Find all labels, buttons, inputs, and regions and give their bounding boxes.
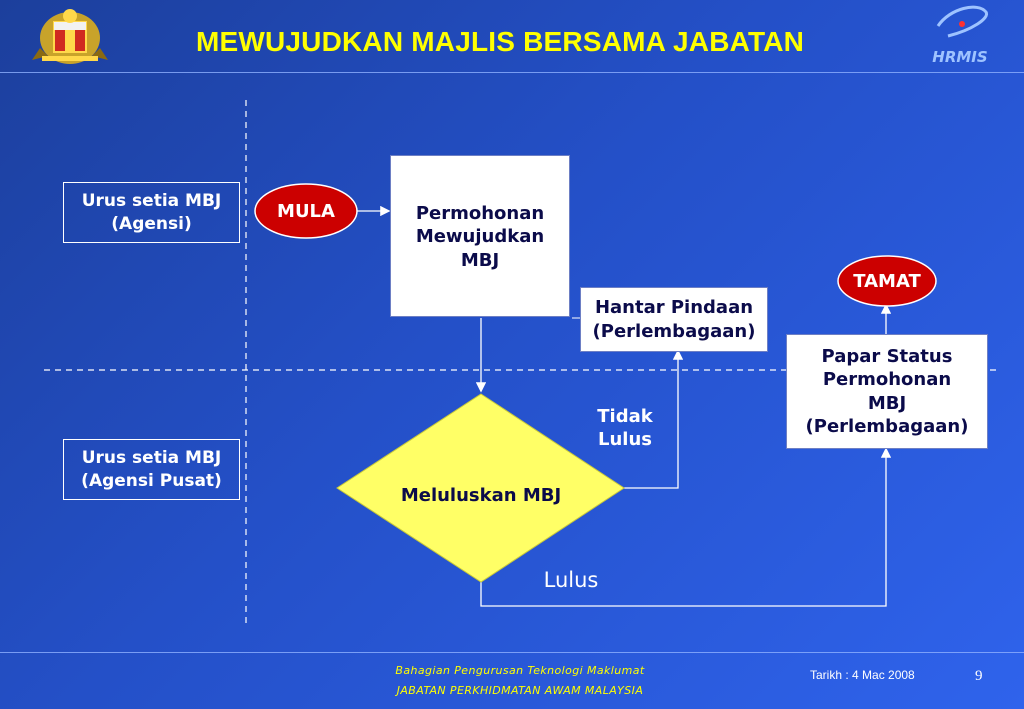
not-approved-line2: Lulus	[598, 429, 652, 451]
page-number: 9	[975, 668, 983, 684]
amend-line1: Hantar Pindaan	[594, 297, 754, 319]
lane-agency-line2: (Agensi)	[111, 213, 192, 234]
application-line3: MBJ	[460, 249, 500, 271]
footer-division: Bahagian Pengurusan Teknologi Maklumat	[395, 664, 645, 677]
not-approved-line1: Tidak	[597, 406, 653, 427]
status-box	[786, 334, 988, 449]
end-label: TAMAT	[853, 271, 921, 292]
amend-box	[580, 287, 768, 352]
application-line1: Permohonan	[415, 203, 545, 224]
footer-date: Tarikh : 4 Mac 2008	[810, 668, 915, 682]
application-box	[390, 155, 570, 317]
hrmis-logo-text: HRMIS	[932, 48, 988, 66]
application-line2: Mewujudkan	[415, 226, 545, 248]
footer-department: JABATAN PERKHIDMATAN AWAM MALAYSIA	[396, 684, 644, 697]
lane-central-agency	[63, 439, 240, 500]
start-label: MULA	[277, 201, 335, 222]
page-title: MEWUJUDKAN MAJLIS BERSAMA JABATAN	[195, 26, 805, 57]
status-line2: Permohonan	[822, 369, 952, 391]
decision-label: Meluluskan MBJ	[400, 485, 562, 506]
status-line1: Papar Status	[821, 345, 953, 367]
status-line4: (Perlembagaan)	[805, 415, 969, 437]
not-approved-label	[582, 405, 668, 452]
status-line3: MBJ	[867, 392, 907, 414]
lane-agency	[63, 182, 240, 243]
lane-central-line1: Urus setia MBJ	[81, 447, 222, 468]
lane-agency-line1: Urus setia MBJ	[81, 190, 222, 211]
amend-line2: (Perlembagaan)	[592, 320, 756, 342]
approved-label: Lulus	[543, 568, 599, 592]
lane-central-line2: (Agensi Pusat)	[81, 470, 222, 491]
